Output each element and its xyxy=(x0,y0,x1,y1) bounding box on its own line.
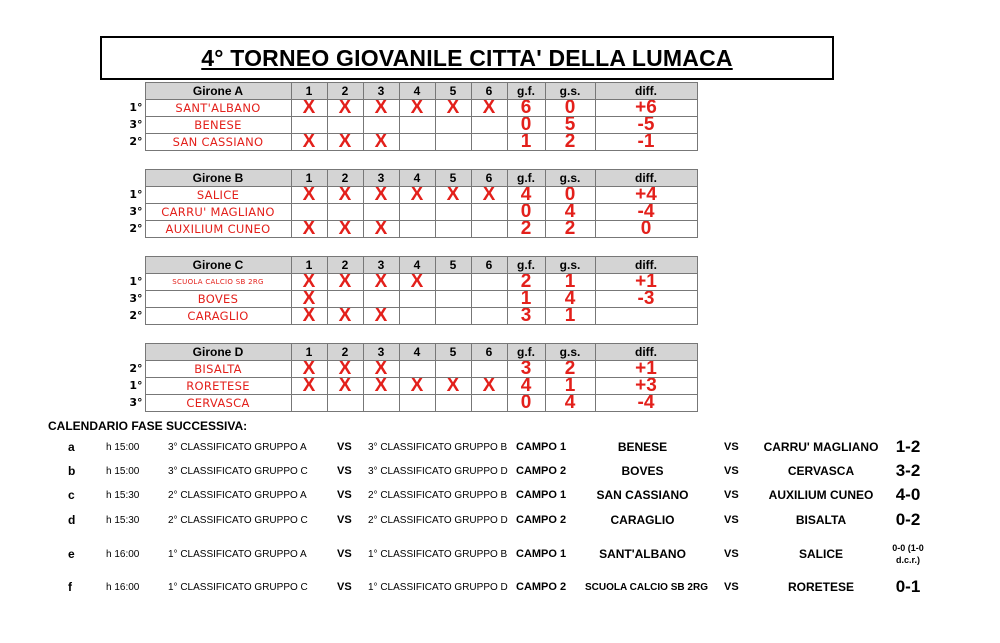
goals-for: 0 xyxy=(507,204,545,221)
goal-difference: +4 xyxy=(595,187,697,204)
match-result: 1-2 xyxy=(895,437,921,456)
vs-label: VS xyxy=(337,514,352,526)
vs-label: VS xyxy=(724,441,739,453)
vs-label: VS xyxy=(337,465,352,477)
vs-label: VS xyxy=(724,465,739,477)
table-row xyxy=(112,187,697,204)
team-name: CARAGLIO xyxy=(145,308,291,325)
column-header-diff: diff. xyxy=(595,170,697,187)
rank-label: 1° xyxy=(129,379,143,392)
column-header-c2: 2 xyxy=(327,257,363,274)
match-mark xyxy=(399,117,435,134)
team-name: BOVES xyxy=(145,291,291,308)
group-table xyxy=(112,169,698,238)
goals-for: 1 xyxy=(507,291,545,308)
column-header-c1: 1 xyxy=(291,257,327,274)
match-mark xyxy=(291,117,327,134)
match-mark xyxy=(435,117,471,134)
goals-for: 0 xyxy=(507,395,545,412)
field-label: CAMPO 2 xyxy=(516,581,567,593)
match-mark xyxy=(363,117,399,134)
vs-label: VS xyxy=(724,489,739,501)
team-name: CARRU' MAGLIANO xyxy=(145,204,291,221)
column-header-c3: 3 xyxy=(363,170,399,187)
match-mark: X xyxy=(291,308,327,325)
tournament-title: 4° TORNEO GIOVANILE CITTA' DELLA LUMACA xyxy=(201,45,733,71)
goals-for: 3 xyxy=(507,361,545,378)
table-row xyxy=(112,117,697,134)
match-mark xyxy=(327,117,363,134)
match-mark xyxy=(291,395,327,412)
column-header-c2: 2 xyxy=(327,83,363,100)
goal-difference: +3 xyxy=(595,378,697,395)
team-name: CERVASCA xyxy=(145,395,291,412)
goal-difference: -5 xyxy=(595,117,697,134)
match-mark: X xyxy=(399,378,435,395)
away-team: BISALTA xyxy=(795,513,847,527)
vs-label: VS xyxy=(337,441,352,453)
match-mark xyxy=(435,308,471,325)
team-name: SAN CASSIANO xyxy=(145,134,291,151)
home-team: BOVES xyxy=(621,464,664,478)
column-header-c5: 5 xyxy=(435,170,471,187)
match-mark: X xyxy=(471,378,507,395)
match-letter: d xyxy=(68,513,76,527)
match-mark: X xyxy=(291,291,327,308)
match-result: 0-0 (1-0 d.c.r.) xyxy=(892,543,924,565)
match-result: 3-2 xyxy=(895,461,921,480)
home-slot: 1° CLASSIFICATO GRUPPO A xyxy=(168,548,307,560)
field-label: CAMPO 1 xyxy=(516,489,567,501)
goals-against: 4 xyxy=(545,204,595,221)
vs-label: VS xyxy=(724,581,739,593)
goal-difference: 0 xyxy=(595,221,697,238)
goal-difference xyxy=(595,308,697,325)
column-header-c4: 4 xyxy=(399,83,435,100)
match-mark xyxy=(435,221,471,238)
match-mark: X xyxy=(291,100,327,117)
match-mark xyxy=(399,395,435,412)
team-name: SCUOLA CALCIO SB 2RG xyxy=(145,274,291,291)
table-row xyxy=(112,221,697,238)
match-mark xyxy=(363,395,399,412)
match-mark: X xyxy=(363,221,399,238)
group-table xyxy=(112,82,698,151)
match-mark: X xyxy=(363,187,399,204)
home-slot: 3° CLASSIFICATO GRUPPO C xyxy=(168,465,308,477)
rank-label: 3° xyxy=(129,205,143,218)
rank-label: 3° xyxy=(129,118,143,131)
match-time: h 15:00 xyxy=(106,441,140,453)
header-spacer xyxy=(112,257,145,274)
column-header-gs: g.s. xyxy=(545,83,595,100)
column-header-c3: 3 xyxy=(363,257,399,274)
match-mark xyxy=(471,361,507,378)
match-mark: X xyxy=(327,134,363,151)
rank-label: 1° xyxy=(129,275,143,288)
match-letter: c xyxy=(68,488,75,502)
table-row xyxy=(112,291,697,308)
field-label: CAMPO 2 xyxy=(516,465,567,477)
match-mark: X xyxy=(291,187,327,204)
home-team: SAN CASSIANO xyxy=(596,488,689,502)
vs-label: VS xyxy=(337,489,352,501)
header-spacer xyxy=(112,170,145,187)
goals-for: 3 xyxy=(507,308,545,325)
home-team: SANT'ALBANO xyxy=(599,547,686,561)
match-mark: X xyxy=(291,361,327,378)
match-mark xyxy=(363,204,399,221)
match-time: h 15:30 xyxy=(106,514,140,526)
column-header-c4: 4 xyxy=(399,170,435,187)
home-slot: 3° CLASSIFICATO GRUPPO A xyxy=(168,441,307,453)
away-team: AUXILIUM CUNEO xyxy=(768,488,874,502)
group-name: Girone D xyxy=(145,344,291,361)
team-name: BISALTA xyxy=(145,361,291,378)
match-mark: X xyxy=(363,274,399,291)
column-header-gf: g.f. xyxy=(507,257,545,274)
column-header-c2: 2 xyxy=(327,344,363,361)
match-mark: X xyxy=(435,187,471,204)
column-header-gs: g.s. xyxy=(545,170,595,187)
match-result: 4-0 xyxy=(895,485,921,504)
away-slot: 3° CLASSIFICATO GRUPPO D xyxy=(368,465,508,477)
match-mark: X xyxy=(471,187,507,204)
match-time: h 15:00 xyxy=(106,465,140,477)
group-table xyxy=(112,343,698,412)
home-slot: 1° CLASSIFICATO GRUPPO C xyxy=(168,581,308,593)
goal-difference: +1 xyxy=(595,274,697,291)
match-letter: b xyxy=(68,464,76,478)
header-spacer xyxy=(112,344,145,361)
match-mark: X xyxy=(327,378,363,395)
match-mark: X xyxy=(399,274,435,291)
field-label: CAMPO 2 xyxy=(516,514,567,526)
column-header-c3: 3 xyxy=(363,344,399,361)
group-name: Girone A xyxy=(145,83,291,100)
rank-label: 1° xyxy=(129,101,143,114)
team-name: RORETESE xyxy=(145,378,291,395)
goal-difference: -1 xyxy=(595,134,697,151)
away-team: CARRU' MAGLIANO xyxy=(763,440,879,454)
match-mark: X xyxy=(327,274,363,291)
goals-for: 2 xyxy=(507,274,545,291)
match-mark: X xyxy=(327,221,363,238)
goals-against: 2 xyxy=(545,134,595,151)
match-mark: X xyxy=(363,100,399,117)
team-name: AUXILIUM CUNEO xyxy=(145,221,291,238)
match-mark: X xyxy=(291,221,327,238)
group-name: Girone C xyxy=(145,257,291,274)
goal-difference: +6 xyxy=(595,100,697,117)
match-mark xyxy=(399,291,435,308)
match-mark xyxy=(471,395,507,412)
match-mark xyxy=(435,134,471,151)
match-mark xyxy=(399,204,435,221)
field-label: CAMPO 1 xyxy=(516,441,567,453)
away-slot: 1° CLASSIFICATO GRUPPO B xyxy=(368,548,508,560)
match-mark: X xyxy=(327,100,363,117)
match-mark xyxy=(399,308,435,325)
column-header-c5: 5 xyxy=(435,257,471,274)
rank-label: 3° xyxy=(129,396,143,409)
goals-for: 2 xyxy=(507,221,545,238)
away-team: SALICE xyxy=(798,547,843,561)
table-row xyxy=(112,134,697,151)
match-mark xyxy=(399,134,435,151)
match-mark: X xyxy=(327,361,363,378)
column-header-c1: 1 xyxy=(291,83,327,100)
goal-difference: +1 xyxy=(595,361,697,378)
away-team: CERVASCA xyxy=(787,464,855,478)
match-mark: X xyxy=(363,308,399,325)
match-mark xyxy=(435,204,471,221)
column-header-gf: g.f. xyxy=(507,170,545,187)
match-letter: a xyxy=(68,440,75,454)
column-header-gf: g.f. xyxy=(507,83,545,100)
match-letter: e xyxy=(68,547,75,561)
rank-label: 2° xyxy=(129,362,143,375)
match-mark xyxy=(471,117,507,134)
match-mark: X xyxy=(363,134,399,151)
vs-label: VS xyxy=(724,514,739,526)
table-row xyxy=(112,361,697,378)
match-mark xyxy=(471,308,507,325)
match-mark: X xyxy=(327,187,363,204)
match-mark: X xyxy=(435,378,471,395)
goals-against: 0 xyxy=(545,187,595,204)
match-mark: X xyxy=(435,100,471,117)
match-mark xyxy=(471,204,507,221)
goals-against: 1 xyxy=(545,274,595,291)
match-time: h 16:00 xyxy=(106,581,140,593)
home-team: SCUOLA CALCIO SB 2RG xyxy=(585,581,708,593)
goals-against: 4 xyxy=(545,291,595,308)
match-mark: X xyxy=(327,308,363,325)
group-table xyxy=(112,256,698,325)
column-header-gs: g.s. xyxy=(545,257,595,274)
column-header-c5: 5 xyxy=(435,83,471,100)
match-mark xyxy=(471,274,507,291)
rank-label: 1° xyxy=(129,188,143,201)
home-team: CARAGLIO xyxy=(610,513,675,527)
rank-label: 2° xyxy=(129,135,143,148)
match-mark xyxy=(435,274,471,291)
vs-label: VS xyxy=(337,548,352,560)
goals-against: 2 xyxy=(545,221,595,238)
rank-label: 2° xyxy=(129,309,143,322)
table-row xyxy=(112,378,697,395)
group-name: Girone B xyxy=(145,170,291,187)
match-mark xyxy=(471,291,507,308)
match-mark xyxy=(399,361,435,378)
goals-against: 4 xyxy=(545,395,595,412)
match-mark xyxy=(399,221,435,238)
goals-for: 0 xyxy=(507,117,545,134)
field-label: CAMPO 1 xyxy=(516,548,567,560)
header-spacer xyxy=(112,83,145,100)
goals-against: 1 xyxy=(545,378,595,395)
away-slot: 2° CLASSIFICATO GRUPPO D xyxy=(368,514,508,526)
away-slot: 1° CLASSIFICATO GRUPPO D xyxy=(368,581,508,593)
goals-for: 6 xyxy=(507,100,545,117)
team-name: BENESE xyxy=(145,117,291,134)
away-slot: 2° CLASSIFICATO GRUPPO B xyxy=(368,489,508,501)
team-name: SALICE xyxy=(145,187,291,204)
match-mark xyxy=(363,291,399,308)
match-mark: X xyxy=(399,100,435,117)
goals-for: 4 xyxy=(507,378,545,395)
goals-for: 4 xyxy=(507,187,545,204)
match-mark xyxy=(327,291,363,308)
match-mark: X xyxy=(363,361,399,378)
column-header-c3: 3 xyxy=(363,83,399,100)
match-result: 0-1 xyxy=(895,577,921,596)
match-mark xyxy=(327,395,363,412)
table-row xyxy=(112,308,697,325)
column-header-diff: diff. xyxy=(595,257,697,274)
column-header-gs: g.s. xyxy=(545,344,595,361)
column-header-c6: 6 xyxy=(471,170,507,187)
match-letter: f xyxy=(68,580,72,594)
match-mark xyxy=(435,395,471,412)
match-mark xyxy=(471,134,507,151)
home-slot: 2° CLASSIFICATO GRUPPO A xyxy=(168,489,307,501)
tournament-title-box xyxy=(100,36,834,80)
match-mark: X xyxy=(291,134,327,151)
table-row xyxy=(112,204,697,221)
goals-against: 5 xyxy=(545,117,595,134)
vs-label: VS xyxy=(337,581,352,593)
column-header-c1: 1 xyxy=(291,170,327,187)
column-header-c4: 4 xyxy=(399,257,435,274)
away-team: RORETESE xyxy=(787,580,854,594)
match-mark: X xyxy=(291,378,327,395)
column-header-diff: diff. xyxy=(595,83,697,100)
home-team: BENESE xyxy=(617,440,668,454)
rank-label: 3° xyxy=(129,292,143,305)
match-mark xyxy=(471,221,507,238)
rank-label: 2° xyxy=(129,222,143,235)
match-mark: X xyxy=(363,378,399,395)
table-row xyxy=(112,274,697,291)
column-header-c6: 6 xyxy=(471,344,507,361)
match-mark xyxy=(291,204,327,221)
goals-against: 0 xyxy=(545,100,595,117)
match-time: h 16:00 xyxy=(106,548,140,560)
away-slot: 3° CLASSIFICATO GRUPPO B xyxy=(368,441,508,453)
vs-label: VS xyxy=(724,548,739,560)
goal-difference: -4 xyxy=(595,395,697,412)
column-header-gf: g.f. xyxy=(507,344,545,361)
goal-difference: -3 xyxy=(595,291,697,308)
column-header-c4: 4 xyxy=(399,344,435,361)
team-name: SANT'ALBANO xyxy=(145,100,291,117)
match-mark: X xyxy=(471,100,507,117)
match-mark xyxy=(327,204,363,221)
goals-against: 2 xyxy=(545,361,595,378)
match-mark xyxy=(435,361,471,378)
column-header-c6: 6 xyxy=(471,83,507,100)
match-result: 0-2 xyxy=(895,510,921,529)
table-row xyxy=(112,100,697,117)
home-slot: 2° CLASSIFICATO GRUPPO C xyxy=(168,514,308,526)
match-mark: X xyxy=(399,187,435,204)
match-mark xyxy=(435,291,471,308)
column-header-c2: 2 xyxy=(327,170,363,187)
goal-difference: -4 xyxy=(595,204,697,221)
column-header-c1: 1 xyxy=(291,344,327,361)
goals-for: 1 xyxy=(507,134,545,151)
column-header-diff: diff. xyxy=(595,344,697,361)
goals-against: 1 xyxy=(545,308,595,325)
calendar-title: CALENDARIO FASE SUCCESSIVA: xyxy=(48,419,248,433)
match-mark: X xyxy=(291,274,327,291)
match-time: h 15:30 xyxy=(106,489,140,501)
column-header-c6: 6 xyxy=(471,257,507,274)
table-row xyxy=(112,395,697,412)
column-header-c5: 5 xyxy=(435,344,471,361)
